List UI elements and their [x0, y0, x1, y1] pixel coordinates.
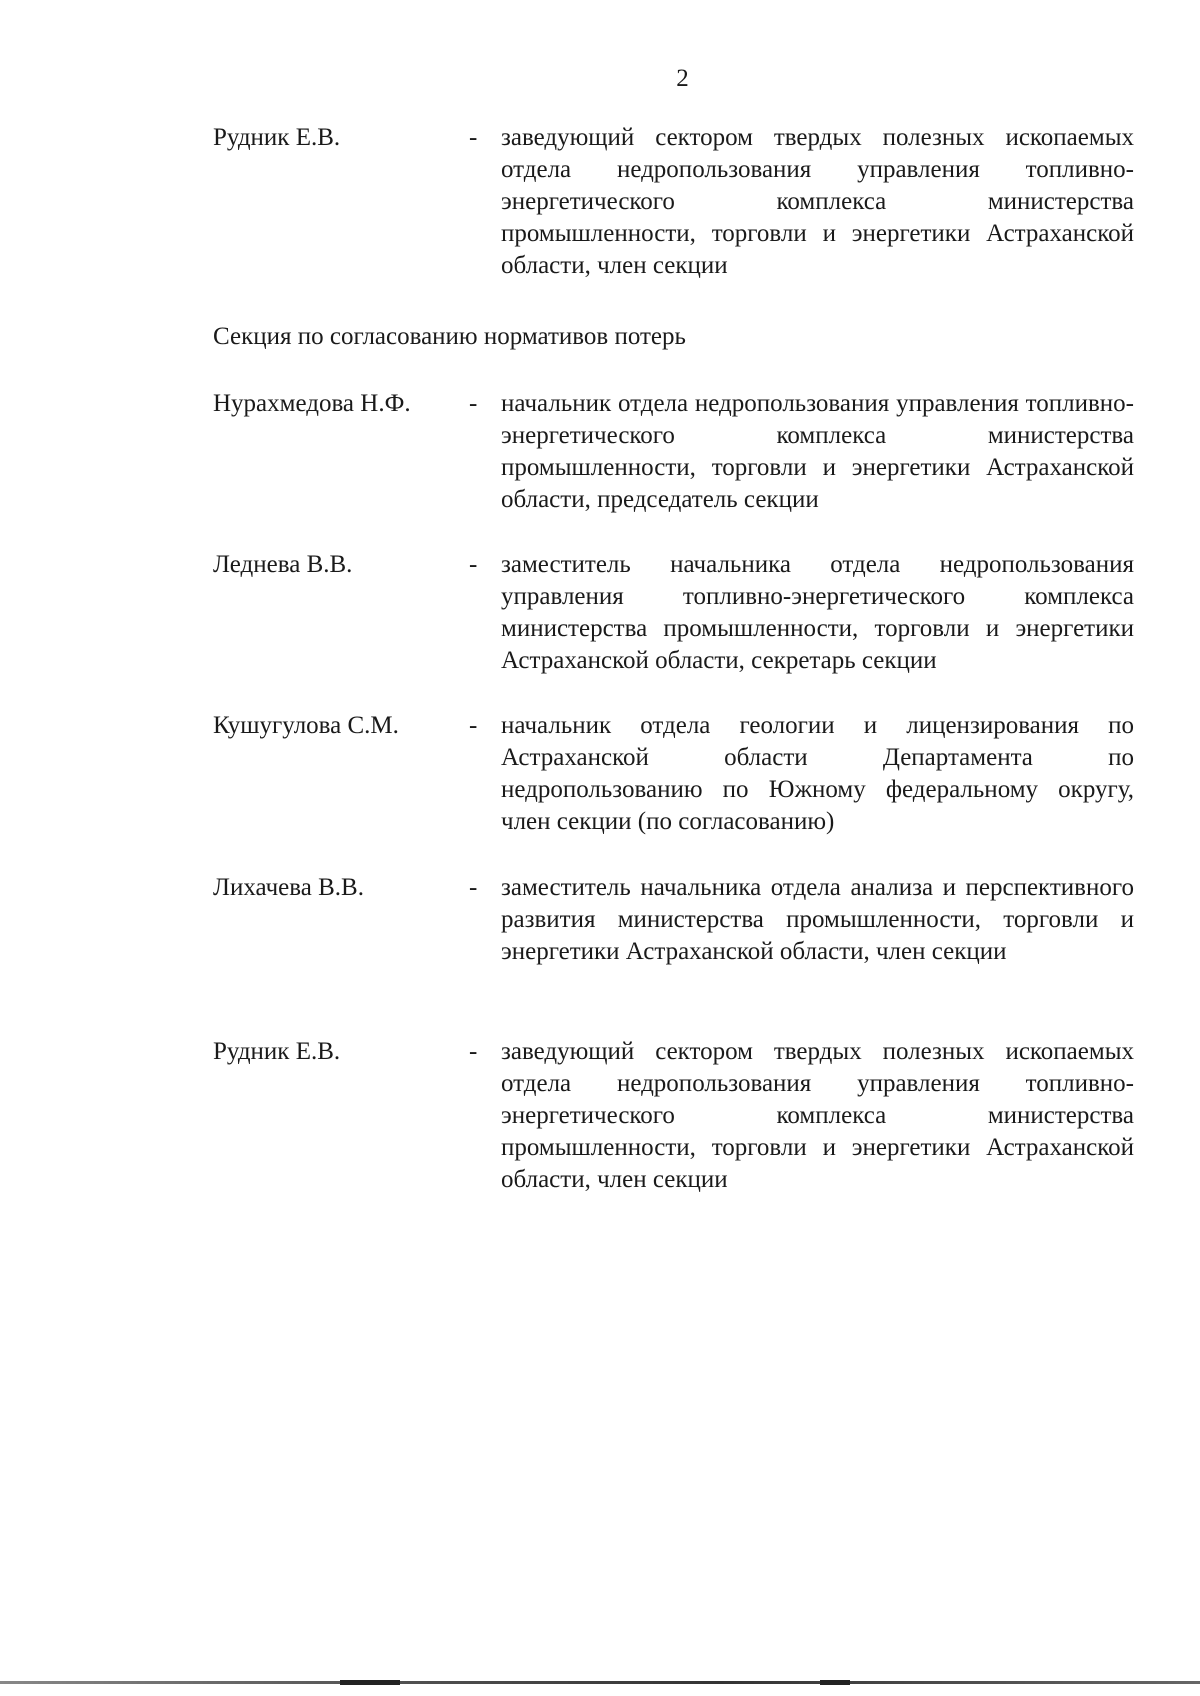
member-entry	[213, 710, 1134, 838]
member-name: Рудник Е.В.	[213, 1038, 341, 1065]
member-description: начальник отдела геологии и лицензирования по Астраханской области Департамента по недропользованию по Южному федеральному округу, член секции (по согласованию)	[501, 712, 1134, 835]
section-heading: Секция по согласованию нормативов потерь	[213, 323, 686, 350]
member-dash: -	[469, 390, 478, 417]
member-description: заместитель начальника отдела анализа и перспективного развития министерства промышленности, торговли и энергетики Астраханской области, член секции	[501, 874, 1134, 965]
member-entry	[213, 549, 1134, 677]
member-name: Нурахмедова Н.Ф.	[213, 390, 411, 417]
member-entry	[213, 122, 1134, 282]
member-dash: -	[469, 124, 478, 151]
member-entry	[213, 872, 1134, 968]
member-name: Леднева В.В.	[213, 551, 353, 578]
member-description: заместитель начальника отдела недропользования управления топливно-энергетического комплекса министерства промышленности, торговли и энергетики Астраханской области, секретарь секции	[501, 551, 1134, 674]
member-name: Лихачева В.В.	[213, 874, 364, 901]
scan-edge-mark	[340, 1680, 400, 1685]
member-dash: -	[469, 1038, 478, 1065]
member-dash: -	[469, 712, 478, 739]
page-number: 2	[676, 65, 689, 92]
member-name: Кушугулова С.М.	[213, 712, 399, 739]
member-description: заведующий сектором твердых полезных ископаемых отдела недропользования управления топливно-энергетического комплекса министерства промышленности, торговли и энергетики Астраханской области, член секции	[501, 1038, 1134, 1193]
member-description: начальник отдела недропользования управления топливно-энергетического комплекса министерства промышленности, торговли и энергетики Астраханской области, председатель секции	[501, 390, 1134, 513]
scan-edge-mark	[820, 1680, 850, 1685]
member-dash: -	[469, 551, 478, 578]
member-entry	[213, 1036, 1134, 1196]
member-dash: -	[469, 874, 478, 901]
member-description: заведующий сектором твердых полезных ископаемых отдела недропользования управления топливно-энергетического комплекса министерства промышленности, торговли и энергетики Астраханской области, член секции	[501, 124, 1134, 279]
scan-edge-line	[0, 1681, 1200, 1684]
member-entry	[213, 388, 1134, 516]
member-name: Рудник Е.В.	[213, 124, 341, 151]
